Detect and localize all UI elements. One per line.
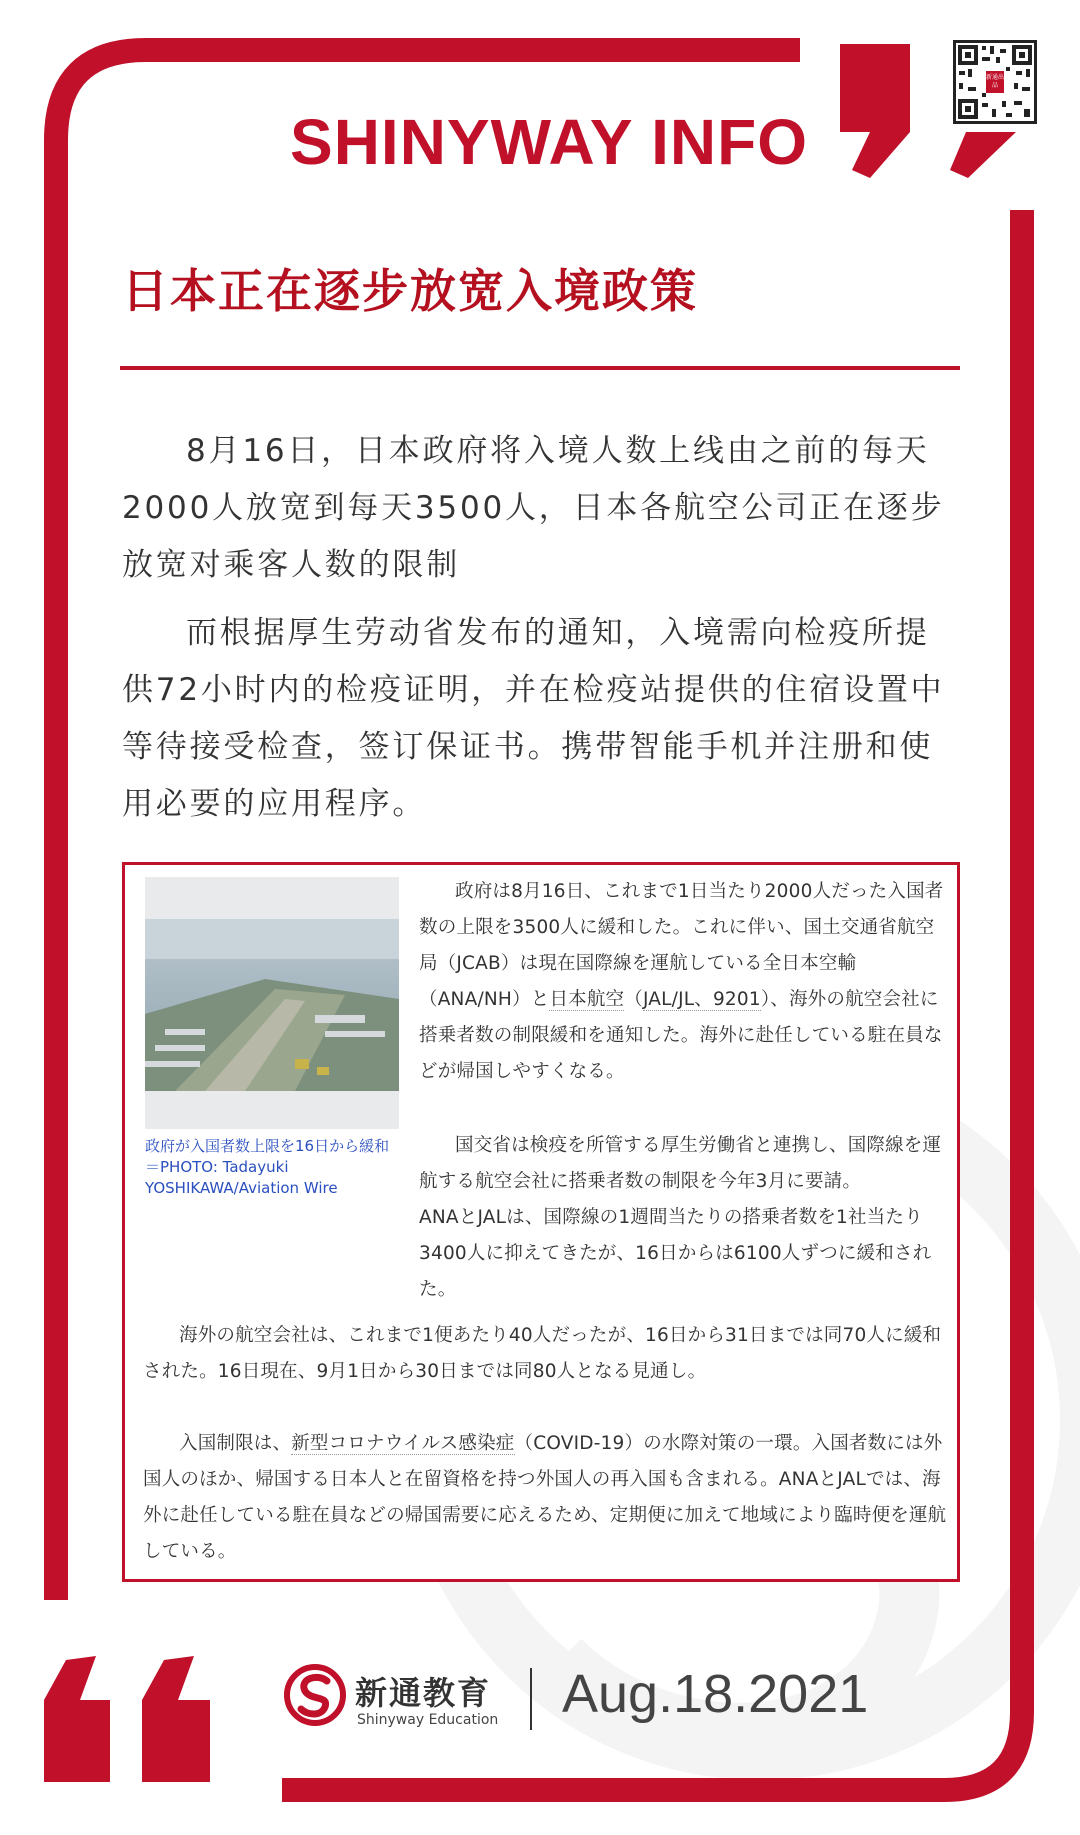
header-title: SHINYWAY INFO [290,106,808,178]
link-jal-code[interactable]: JAL/JL、9201 [642,989,761,1010]
article-title: 日本正在逐步放宽入境政策 [122,264,698,318]
publish-date: Aug.18.2021 [562,1664,869,1724]
news-clipping [122,862,960,1582]
qr-code[interactable] [953,40,1037,124]
brand-name-en: Shinyway Education [357,1712,499,1728]
footer-divider [530,1668,532,1730]
body-paragraph-1: 8月16日，日本政府将入境人数上线由之前的每天2000人放宽到每天3500人，日本各航空公司正在逐步放宽对乘客人数的限制 [122,433,945,583]
brand-name-cn: 新通教育 [355,1674,492,1712]
airport-photo [145,877,399,1129]
clipping-paragraph-3-body: ANAとJALは、国際線の1週間当たりの搭乗者数を1社当たり3400人に抑えてきたが、16日からは6100人ずつに緩和された。 [419,1207,932,1300]
clipping-paragraph-1: 政府は8月16日、これまで1日当たり2000人だった入国者数の上限を3500人に緩和した。これに伴い、国土交通省航空局（JCAB）は現在国際線を運航している全日本空輸（ANA/NH）と日本航空（JAL/JL、9201）、海外の航空会社に搭乗者数の制限緩和を通知した。海外に赴任している駐在員などが帰国しやすくなる。 [419,881,944,1082]
link-japan-airlines[interactable]: 日本航空 [549,989,625,1010]
clipping-paragraph-5: 入国制限は、新型コロナウイルス感染症（COVID-19）の水際対策の一環。入国者数には外国人のほか、帰国する日本人と在留資格を持つ外国人の再入国も含まれる。ANAとJALでは、海外に赴任している駐在員などの帰国需要に応えるため、定期便に加えて地域により臨時便を運航している。 [143,1433,947,1562]
qr-center-label: 新通出品 [986,74,1005,89]
clipping-paragraph-2: 国交省は検疫を所管する厚生労働省と連携し、国際線を運航する航空会社に搭乗者数の制限を今年3月に要請。 [419,1135,942,1192]
quote-open-icon [44,1656,210,1782]
shinyway-logo-icon [283,1663,347,1727]
link-covid19[interactable]: 新型コロナウイルス感染症 [291,1433,515,1454]
body-paragraph-2: 而根据厚生劳动省发布的通知，入境需向检疫所提供72小时内的检疫证明，并在检疫站提供的住宿设置中等待接受检查，签订保证书。携带智能手机并注册和使用必要的应用程序。 [122,615,945,822]
clipping-paragraph-4: 海外の航空会社は、これまで1便あたり40人だったが、16日から31日までは同70人に緩和された。16日現在、9月1日から30日までは同80人となる見通し。 [143,1325,942,1382]
title-divider [120,366,960,370]
photo-caption: 政府が入国者数上限を16日から緩和＝PHOTO: Tadayuki YOSHIKAWA/Aviation Wire [145,1137,390,1197]
